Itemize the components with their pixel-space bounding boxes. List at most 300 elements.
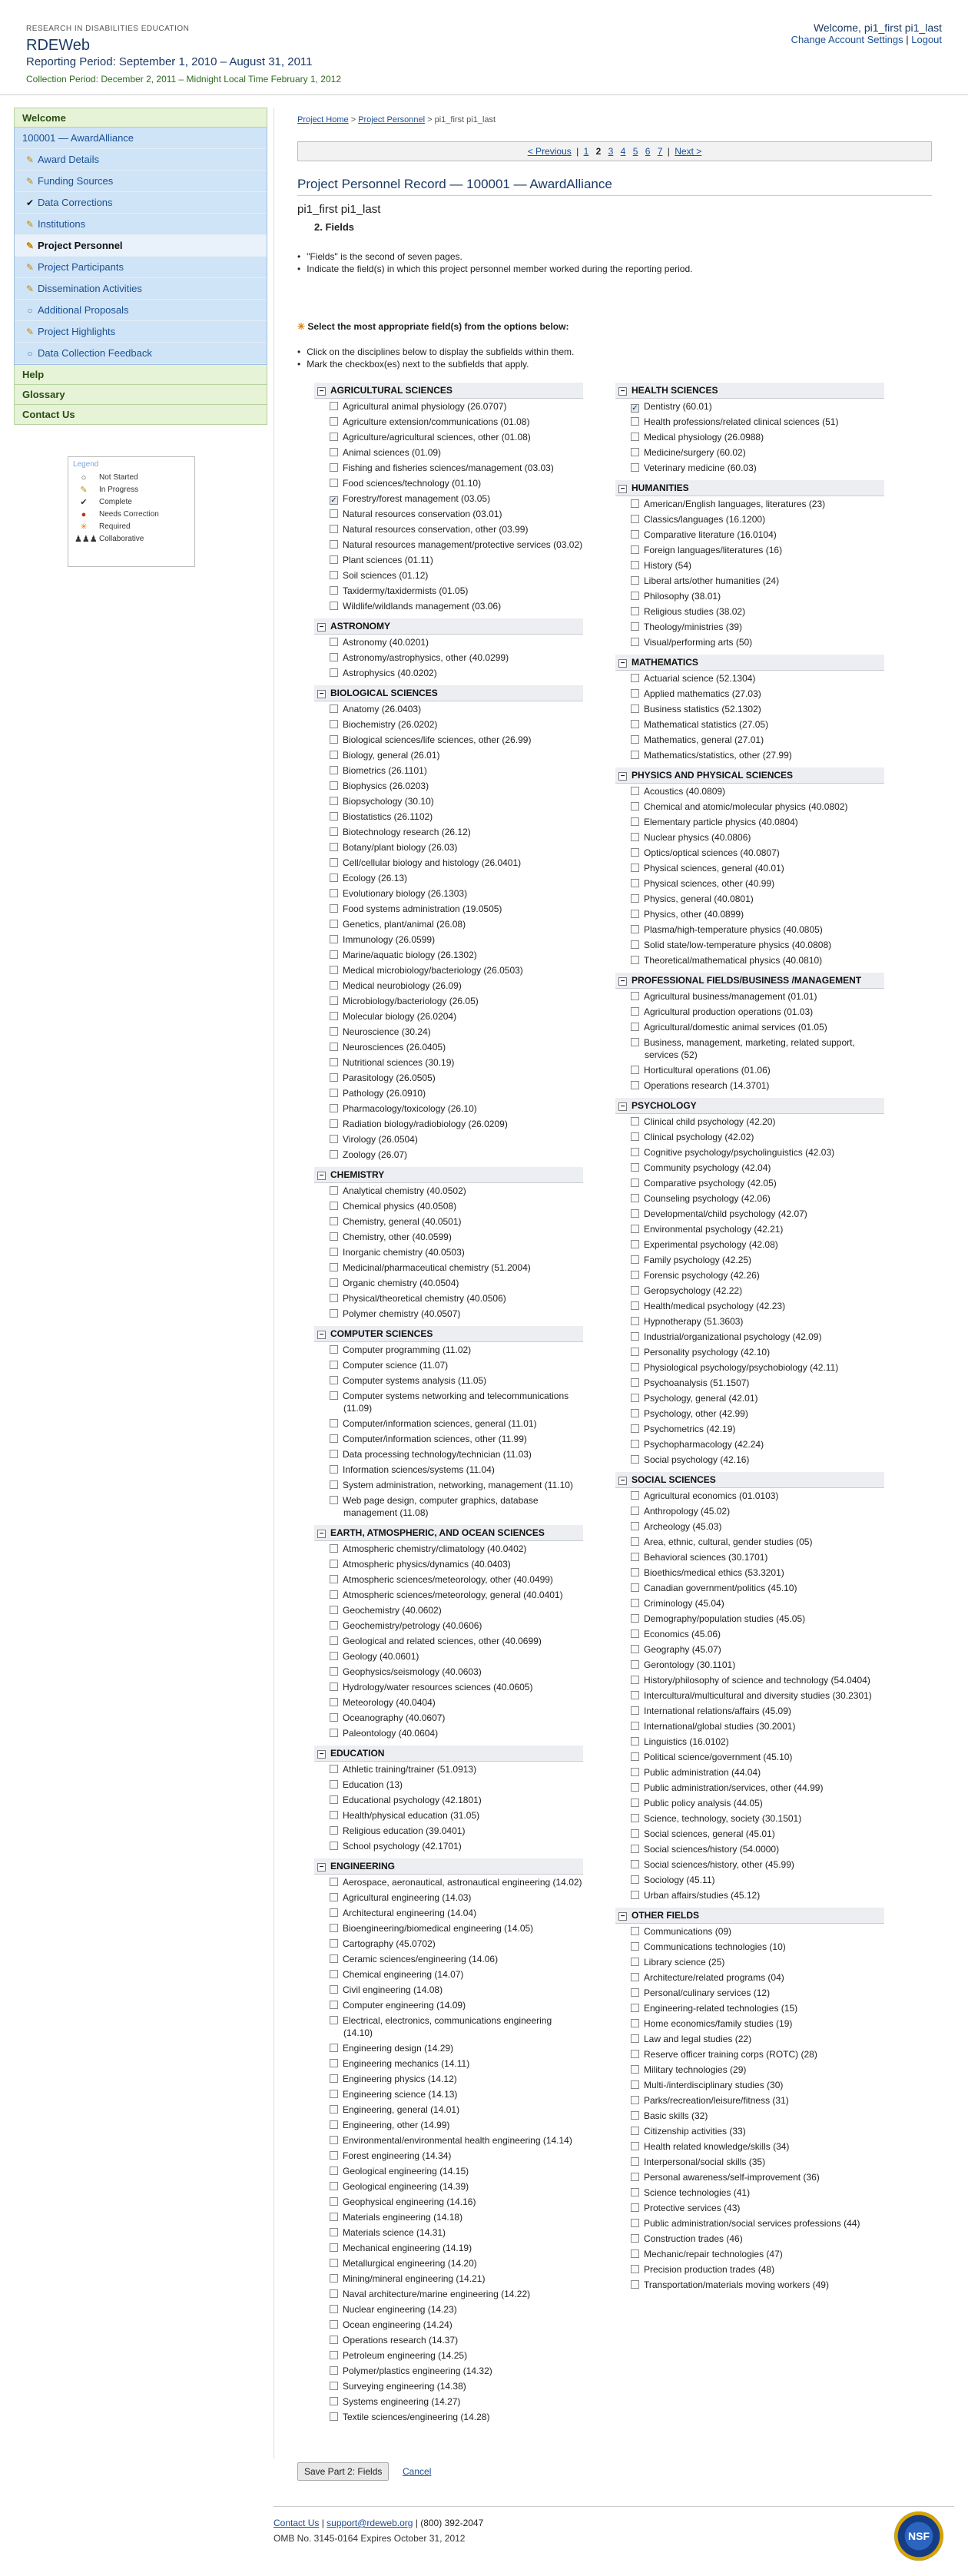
field-option[interactable] <box>314 1982 583 1997</box>
field-option[interactable] <box>314 2210 583 2225</box>
field-option[interactable] <box>314 491 583 506</box>
field-option[interactable] <box>615 1252 884 1268</box>
checkbox[interactable] <box>631 925 639 933</box>
checkbox[interactable]: ✓ <box>632 404 638 413</box>
nav-item[interactable] <box>15 235 267 257</box>
breadcrumb-home[interactable]: Project Home <box>297 115 349 124</box>
checkbox[interactable] <box>631 2157 639 2166</box>
checkbox[interactable] <box>631 864 639 872</box>
checkbox[interactable] <box>631 1491 639 1500</box>
field-option[interactable] <box>615 717 884 732</box>
field-option[interactable] <box>615 1268 884 1283</box>
field-option[interactable] <box>615 671 884 686</box>
field-option[interactable] <box>314 1070 583 1086</box>
field-option[interactable] <box>314 2041 583 2056</box>
checkbox[interactable] <box>631 1255 639 1264</box>
checkbox[interactable] <box>631 705 639 713</box>
field-option[interactable] <box>615 1019 884 1035</box>
checkbox[interactable] <box>631 1845 639 1853</box>
field-option[interactable] <box>314 1147 583 1162</box>
field-option[interactable] <box>615 2200 884 2216</box>
nav-item[interactable] <box>15 278 267 300</box>
field-option[interactable] <box>314 1245 583 1260</box>
field-option[interactable] <box>314 717 583 732</box>
checkbox[interactable] <box>330 1698 338 1706</box>
nav-item[interactable] <box>15 171 267 192</box>
field-option[interactable] <box>314 2394 583 2409</box>
checkbox[interactable] <box>330 1780 338 1789</box>
field-option[interactable] <box>314 522 583 537</box>
checkbox[interactable] <box>330 2105 338 2114</box>
checkbox[interactable] <box>631 1317 639 1325</box>
field-option[interactable] <box>314 429 583 445</box>
field-option[interactable] <box>615 1298 884 1314</box>
checkbox[interactable] <box>631 1599 639 1607</box>
field-option[interactable] <box>314 399 583 414</box>
checkbox[interactable] <box>330 950 338 959</box>
field-option[interactable] <box>615 1795 884 1811</box>
checkbox[interactable] <box>631 833 639 841</box>
field-option[interactable] <box>615 1283 884 1298</box>
field-option[interactable] <box>314 1493 583 1520</box>
checkbox[interactable] <box>330 2228 338 2236</box>
checkbox[interactable] <box>631 1522 639 1530</box>
field-option[interactable] <box>615 1857 884 1872</box>
checkbox[interactable] <box>631 1038 639 1046</box>
nav-item[interactable] <box>15 321 267 343</box>
field-option[interactable] <box>615 1826 884 1842</box>
checkbox[interactable] <box>330 448 338 456</box>
checkbox[interactable] <box>330 2197 338 2206</box>
checkbox[interactable] <box>330 1186 338 1195</box>
field-option[interactable] <box>314 1055 583 1070</box>
field-option[interactable] <box>314 1101 583 1116</box>
checkbox[interactable] <box>330 889 338 897</box>
collapse-icon[interactable]: − <box>317 1172 326 1180</box>
checkbox[interactable] <box>631 592 639 600</box>
collapse-icon[interactable]: − <box>618 1912 627 1921</box>
checkbox[interactable] <box>631 2096 639 2104</box>
pager-page-6[interactable]: 6 <box>645 146 651 157</box>
field-option[interactable] <box>615 2185 884 2200</box>
cancel-link[interactable]: Cancel <box>403 2466 432 2477</box>
field-option[interactable] <box>615 1534 884 1550</box>
field-option[interactable] <box>615 1673 884 1688</box>
checkbox[interactable] <box>631 1507 639 1515</box>
field-option[interactable] <box>314 2013 583 2041</box>
field-option[interactable] <box>615 937 884 953</box>
checkbox[interactable] <box>330 1465 338 1474</box>
checkbox[interactable] <box>631 2173 639 2181</box>
pager-page-4[interactable]: 4 <box>620 146 626 157</box>
field-option[interactable] <box>615 2031 884 2047</box>
field-option[interactable] <box>615 748 884 763</box>
checkbox[interactable] <box>330 1621 338 1629</box>
field-option[interactable] <box>314 2379 583 2394</box>
field-option[interactable] <box>615 1565 884 1580</box>
field-option[interactable] <box>314 1792 583 1808</box>
field-option[interactable] <box>314 476 583 491</box>
field-option[interactable] <box>615 1145 884 1160</box>
field-option[interactable] <box>615 2170 884 2185</box>
nav-help[interactable]: Help <box>14 365 267 385</box>
checkbox[interactable] <box>330 1590 338 1599</box>
checkbox[interactable] <box>631 561 639 569</box>
checkbox[interactable] <box>631 2265 639 2273</box>
field-option[interactable] <box>314 568 583 583</box>
collapse-icon[interactable]: − <box>618 1102 627 1111</box>
field-option[interactable] <box>615 619 884 635</box>
field-option[interactable] <box>615 2062 884 2077</box>
field-option[interactable] <box>615 1035 884 1063</box>
field-option[interactable] <box>615 1360 884 1375</box>
field-option[interactable] <box>314 1009 583 1024</box>
field-option[interactable] <box>314 1132 583 1147</box>
field-option[interactable] <box>314 650 583 665</box>
field-option[interactable] <box>314 963 583 978</box>
checkbox[interactable] <box>631 1271 639 1279</box>
field-option[interactable] <box>314 537 583 552</box>
checkbox[interactable] <box>330 2182 338 2190</box>
field-option[interactable] <box>314 1260 583 1275</box>
field-option[interactable] <box>615 429 884 445</box>
field-option[interactable] <box>615 1191 884 1206</box>
field-option[interactable] <box>615 1580 884 1596</box>
field-option[interactable] <box>314 1633 583 1649</box>
checkbox[interactable] <box>631 2019 639 2027</box>
section-header[interactable] <box>615 480 884 496</box>
checkbox[interactable] <box>330 2305 338 2313</box>
checkbox[interactable] <box>330 1985 338 1994</box>
field-option[interactable] <box>314 2148 583 2163</box>
checkbox[interactable] <box>330 1480 338 1489</box>
collapse-icon[interactable]: − <box>317 623 326 632</box>
field-option[interactable] <box>615 1129 884 1145</box>
checkbox[interactable] <box>631 1737 639 1746</box>
checkbox[interactable] <box>330 1954 338 1963</box>
checkbox[interactable] <box>330 2074 338 2083</box>
field-option[interactable] <box>615 1688 884 1703</box>
section-header[interactable] <box>615 973 884 989</box>
field-option[interactable] <box>615 907 884 922</box>
field-option[interactable] <box>615 1719 884 1734</box>
checkbox[interactable] <box>631 1752 639 1761</box>
field-option[interactable] <box>615 876 884 891</box>
checkbox[interactable] <box>631 638 639 646</box>
field-option[interactable] <box>615 1237 884 1252</box>
checkbox[interactable] <box>330 1058 338 1066</box>
checkbox[interactable] <box>330 1606 338 1614</box>
nav-item[interactable] <box>15 300 267 321</box>
field-option[interactable] <box>615 1175 884 1191</box>
checkbox[interactable] <box>330 1089 338 1097</box>
field-option[interactable] <box>615 2016 884 2031</box>
field-option[interactable] <box>314 1997 583 2013</box>
checkbox[interactable] <box>330 1450 338 1458</box>
checkbox[interactable] <box>631 2188 639 2196</box>
checkbox[interactable] <box>631 879 639 887</box>
field-option[interactable] <box>615 1611 884 1626</box>
checkbox[interactable] <box>330 2412 338 2421</box>
field-option[interactable] <box>615 1329 884 1344</box>
checkbox[interactable] <box>330 1294 338 1302</box>
checkbox[interactable] <box>330 1419 338 1427</box>
field-option[interactable] <box>615 2047 884 2062</box>
checkbox[interactable] <box>631 1209 639 1218</box>
checkbox[interactable] <box>330 751 338 759</box>
field-option[interactable] <box>615 1078 884 1093</box>
field-option[interactable] <box>615 1734 884 1749</box>
field-option[interactable] <box>615 1842 884 1857</box>
collapse-icon[interactable]: − <box>317 1331 326 1339</box>
checkbox[interactable] <box>631 1814 639 1822</box>
checkbox[interactable] <box>631 1148 639 1156</box>
checkbox[interactable] <box>330 1811 338 1819</box>
checkbox[interactable] <box>330 433 338 441</box>
section-header[interactable] <box>615 655 884 671</box>
checkbox[interactable] <box>631 1301 639 1310</box>
logout-link[interactable]: Logout <box>911 34 942 45</box>
field-option[interactable] <box>615 2154 884 2170</box>
checkbox[interactable] <box>631 1768 639 1776</box>
checkbox[interactable] <box>631 2080 639 2089</box>
nav-award[interactable]: 100001 — AwardAlliance <box>15 128 267 149</box>
checkbox[interactable] <box>330 1119 338 1128</box>
checkbox[interactable] <box>631 956 639 964</box>
pager-next[interactable]: Next > <box>675 146 702 157</box>
nav-contact[interactable]: Contact Us <box>14 405 267 425</box>
checkbox[interactable] <box>631 910 639 918</box>
field-option[interactable] <box>314 1823 583 1838</box>
collapse-icon[interactable]: − <box>317 387 326 396</box>
field-option[interactable] <box>314 1214 583 1229</box>
field-option[interactable] <box>314 1116 583 1132</box>
checkbox[interactable] <box>631 499 639 508</box>
checkbox[interactable] <box>631 1409 639 1417</box>
checkbox[interactable] <box>330 2320 338 2329</box>
checkbox[interactable] <box>330 874 338 882</box>
checkbox[interactable] <box>631 530 639 539</box>
field-option[interactable] <box>314 778 583 794</box>
checkbox[interactable] <box>330 2136 338 2144</box>
checkbox[interactable] <box>330 2059 338 2067</box>
field-option[interactable] <box>314 794 583 809</box>
checkbox[interactable] <box>631 1891 639 1899</box>
checkbox[interactable] <box>631 433 639 441</box>
field-option[interactable] <box>615 1391 884 1406</box>
checkbox[interactable] <box>330 996 338 1005</box>
checkbox[interactable] <box>631 1973 639 1981</box>
checkbox[interactable] <box>330 797 338 805</box>
checkbox[interactable] <box>631 1568 639 1576</box>
field-option[interactable] <box>314 1618 583 1633</box>
checkbox[interactable] <box>330 920 338 928</box>
field-option[interactable] <box>314 1447 583 1462</box>
field-option[interactable] <box>314 2302 583 2317</box>
field-option[interactable] <box>615 1985 884 2001</box>
field-option[interactable] <box>314 2087 583 2102</box>
field-option[interactable] <box>314 1557 583 1572</box>
checkbox[interactable] <box>631 1023 639 1031</box>
field-option[interactable] <box>314 1890 583 1905</box>
collapse-icon[interactable]: − <box>618 1477 627 1485</box>
field-option[interactable] <box>615 2216 884 2231</box>
field-option[interactable] <box>615 1954 884 1970</box>
field-option[interactable] <box>314 2117 583 2133</box>
checkbox[interactable] <box>631 1286 639 1295</box>
collapse-icon[interactable]: − <box>618 659 627 668</box>
checkbox[interactable] <box>631 2219 639 2227</box>
checkbox[interactable] <box>330 653 338 661</box>
section-header[interactable] <box>615 1472 884 1488</box>
field-option[interactable] <box>314 1967 583 1982</box>
section-header[interactable] <box>314 1326 583 1342</box>
field-option[interactable] <box>314 2056 583 2071</box>
pager-prev[interactable]: < Previous <box>527 146 572 157</box>
field-option[interactable] <box>615 830 884 845</box>
field-option[interactable] <box>314 1808 583 1823</box>
field-option[interactable] <box>615 1519 884 1534</box>
checkbox[interactable] <box>631 1363 639 1371</box>
checkbox[interactable] <box>330 1104 338 1112</box>
field-option[interactable] <box>314 1587 583 1603</box>
field-option[interactable] <box>314 1679 583 1695</box>
field-option[interactable] <box>615 1872 884 1888</box>
checkbox[interactable] <box>631 1132 639 1141</box>
field-option[interactable] <box>615 2001 884 2016</box>
field-option[interactable] <box>314 1275 583 1291</box>
field-option[interactable] <box>314 870 583 886</box>
checkbox[interactable] <box>330 1878 338 1886</box>
checkbox[interactable] <box>330 1496 338 1504</box>
field-option[interactable] <box>615 1939 884 1954</box>
checkbox[interactable] <box>330 2090 338 2098</box>
field-option[interactable] <box>314 917 583 932</box>
field-option[interactable] <box>314 583 583 598</box>
collapse-icon[interactable]: − <box>618 772 627 781</box>
checkbox[interactable] <box>631 1553 639 1561</box>
field-option[interactable] <box>615 1488 884 1503</box>
field-option[interactable] <box>615 2139 884 2154</box>
field-option[interactable] <box>615 2262 884 2277</box>
section-header[interactable] <box>615 383 884 399</box>
field-option[interactable] <box>615 2246 884 2262</box>
checkbox[interactable] <box>631 2280 639 2289</box>
field-option[interactable] <box>314 445 583 460</box>
field-option[interactable] <box>314 1306 583 1321</box>
field-option[interactable] <box>314 2225 583 2240</box>
footer-contact-link[interactable]: Contact Us <box>273 2518 320 2528</box>
checkbox[interactable] <box>631 1455 639 1464</box>
checkbox[interactable] <box>631 545 639 554</box>
pager-page-3[interactable]: 3 <box>608 146 614 157</box>
checkbox[interactable] <box>631 1332 639 1341</box>
checkbox[interactable] <box>330 705 338 713</box>
checkbox[interactable] <box>631 1440 639 1448</box>
field-option[interactable] <box>314 2363 583 2379</box>
field-option[interactable] <box>314 1342 583 1358</box>
checkbox[interactable] <box>631 1958 639 1966</box>
checkbox[interactable] <box>631 1378 639 1387</box>
checkbox[interactable] <box>631 2034 639 2043</box>
checkbox[interactable] <box>330 858 338 867</box>
checkbox[interactable] <box>631 1829 639 1838</box>
checkbox[interactable] <box>330 1027 338 1036</box>
checkbox[interactable] <box>631 2142 639 2150</box>
field-option[interactable] <box>314 886 583 901</box>
field-option[interactable] <box>615 732 884 748</box>
checkbox[interactable] <box>330 540 338 549</box>
field-option[interactable] <box>615 2231 884 2246</box>
field-option[interactable] <box>615 496 884 512</box>
field-option[interactable] <box>615 1924 884 1939</box>
checkbox[interactable] <box>330 638 338 646</box>
checkbox[interactable] <box>330 1924 338 1932</box>
field-option[interactable] <box>615 1222 884 1237</box>
checkbox[interactable] <box>330 602 338 610</box>
checkbox[interactable] <box>631 622 639 631</box>
checkbox[interactable] <box>330 479 338 487</box>
checkbox[interactable] <box>330 781 338 790</box>
field-option[interactable] <box>314 1024 583 1039</box>
field-option[interactable] <box>314 1710 583 1726</box>
checkbox[interactable] <box>631 1942 639 1951</box>
nav-item[interactable] <box>15 149 267 171</box>
checkbox[interactable] <box>631 1537 639 1546</box>
field-option[interactable] <box>615 399 884 414</box>
checkbox[interactable] <box>330 2151 338 2160</box>
section-header[interactable] <box>615 767 884 784</box>
checkbox[interactable] <box>330 2001 338 2009</box>
checkbox[interactable] <box>631 720 639 728</box>
checkbox[interactable] <box>631 817 639 826</box>
checkbox[interactable] <box>330 843 338 851</box>
collapse-icon[interactable]: − <box>317 1863 326 1871</box>
checkbox[interactable] <box>330 1729 338 1737</box>
checkbox[interactable]: ✓ <box>330 496 337 505</box>
checkbox[interactable] <box>330 1202 338 1210</box>
checkbox[interactable] <box>330 812 338 821</box>
collapse-icon[interactable]: − <box>618 977 627 986</box>
field-option[interactable] <box>615 542 884 558</box>
checkbox[interactable] <box>330 463 338 472</box>
field-option[interactable] <box>615 701 884 717</box>
field-option[interactable] <box>314 840 583 855</box>
checkbox[interactable] <box>631 1614 639 1623</box>
checkbox[interactable] <box>330 571 338 579</box>
field-option[interactable] <box>314 1951 583 1967</box>
pager-page-1[interactable]: 1 <box>583 146 589 157</box>
checkbox[interactable] <box>330 1908 338 1917</box>
field-option[interactable] <box>314 1086 583 1101</box>
checkbox[interactable] <box>631 848 639 857</box>
field-option[interactable] <box>615 1004 884 1019</box>
collapse-icon[interactable]: − <box>618 387 627 396</box>
checkbox[interactable] <box>330 1842 338 1850</box>
checkbox[interactable] <box>631 992 639 1000</box>
field-option[interactable] <box>615 588 884 604</box>
collapse-icon[interactable]: − <box>618 485 627 493</box>
checkbox[interactable] <box>631 2127 639 2135</box>
checkbox[interactable] <box>330 2044 338 2052</box>
section-header[interactable] <box>314 685 583 701</box>
checkbox[interactable] <box>631 515 639 523</box>
field-option[interactable] <box>615 845 884 860</box>
field-option[interactable] <box>615 1344 884 1360</box>
checkbox[interactable] <box>330 1683 338 1691</box>
checkbox[interactable] <box>330 1970 338 1978</box>
field-option[interactable] <box>314 947 583 963</box>
